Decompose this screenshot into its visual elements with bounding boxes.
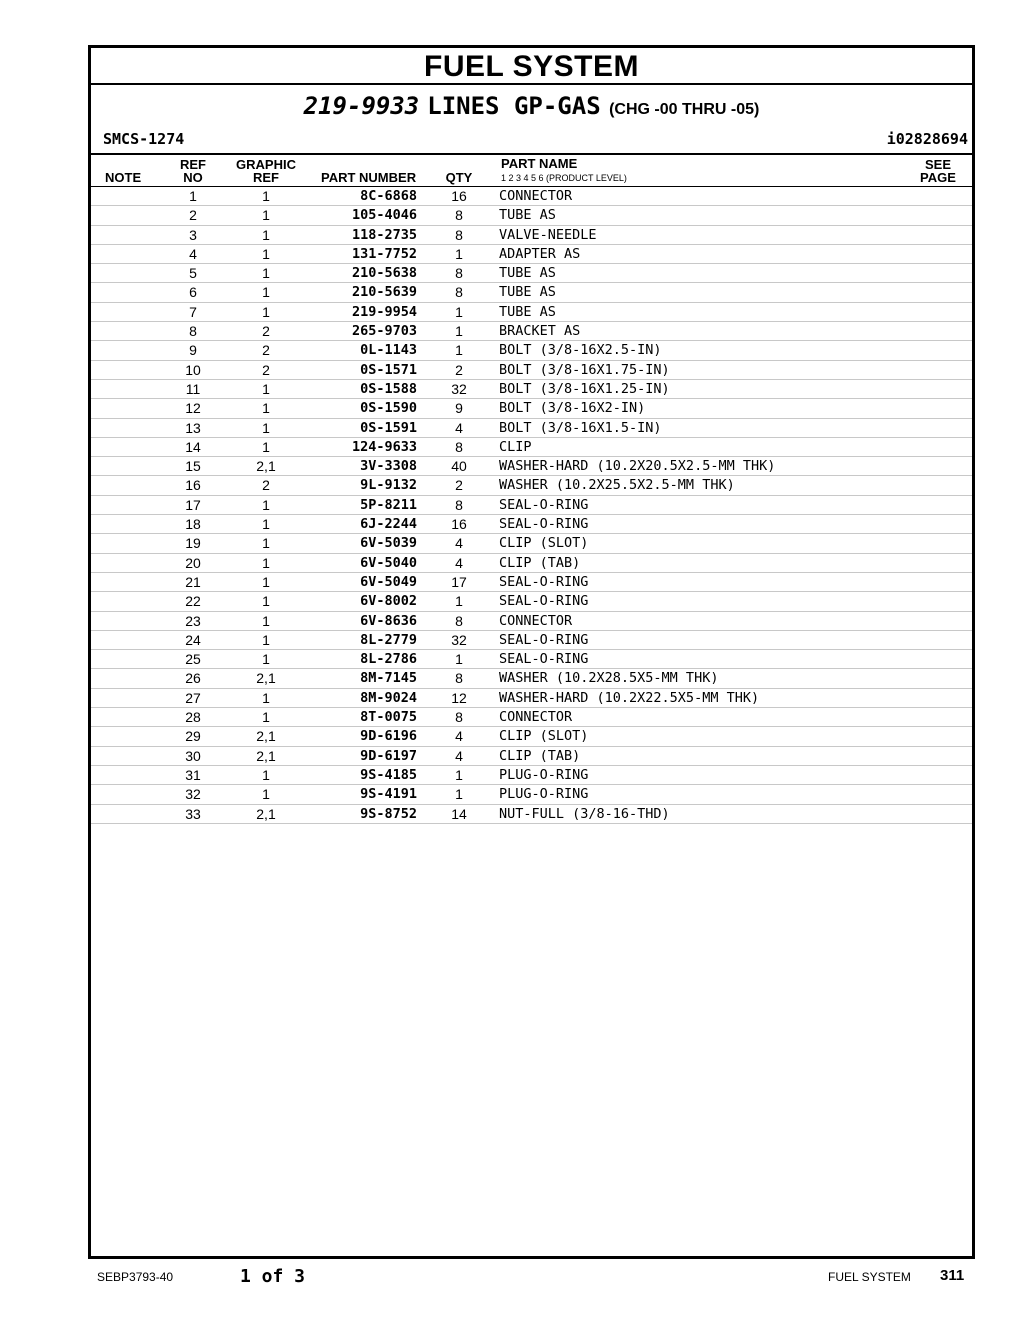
- ref-number: 21: [185, 573, 201, 590]
- part-name: ADAPTER AS: [499, 245, 581, 262]
- ref-number: 2: [189, 207, 197, 224]
- part-number: 8L-2786: [360, 651, 417, 668]
- ref-number: 29: [185, 728, 201, 745]
- graphic-ref: 1: [262, 303, 270, 320]
- table-row: [91, 283, 972, 302]
- graphic-ref: 2,1: [256, 458, 276, 475]
- graphic-ref: 1: [262, 573, 270, 590]
- graphic-ref: 2,1: [256, 805, 276, 822]
- quantity: 40: [451, 458, 467, 475]
- col-note-header: NOTE: [105, 170, 142, 185]
- table-row: [91, 766, 972, 785]
- quantity: 1: [455, 245, 463, 262]
- quantity: 4: [455, 728, 463, 745]
- group-number: 219-9933: [303, 92, 420, 120]
- ref-number: 17: [185, 496, 201, 513]
- part-name: PLUG-O-RING: [499, 786, 589, 803]
- col-see-page-header-top: SEE: [924, 157, 951, 172]
- part-number: 9S-8752: [360, 805, 417, 822]
- footer-page-number: 311: [940, 1267, 965, 1284]
- footer-page-of: 1 of 3: [240, 1266, 306, 1287]
- table-row: [91, 515, 972, 534]
- graphic-ref: 2: [262, 361, 270, 378]
- quantity: 4: [455, 554, 463, 571]
- quantity: 8: [455, 226, 463, 243]
- part-number: 5P-8211: [360, 496, 417, 513]
- part-number: 131-7752: [351, 245, 417, 262]
- ref-number: 24: [185, 631, 201, 648]
- graphic-ref: 1: [262, 400, 270, 417]
- part-name: CLIP (TAB): [499, 554, 581, 571]
- ref-number: 6: [189, 284, 197, 301]
- change-range: (CHG -00 THRU -05): [609, 101, 760, 118]
- part-number: 0S-1588: [360, 380, 417, 397]
- table-row: [91, 592, 972, 611]
- graphic-ref: 1: [262, 284, 270, 301]
- part-number: 6J-2244: [360, 516, 417, 533]
- ref-number: 20: [185, 554, 201, 571]
- ref-number: 5: [189, 265, 197, 282]
- ref-number: 3: [189, 226, 197, 243]
- ref-number: 13: [185, 419, 201, 436]
- part-name: BOLT (3/8-16X2-IN): [499, 400, 646, 417]
- ref-number: 8: [189, 323, 197, 340]
- graphic-ref: 1: [262, 554, 270, 571]
- footer-section-name: FUEL SYSTEM: [828, 1270, 911, 1284]
- graphic-ref: 1: [262, 631, 270, 648]
- part-number: 219-9954: [351, 303, 417, 320]
- table-row: [91, 708, 972, 727]
- ref-number: 26: [185, 670, 201, 687]
- quantity: 1: [455, 593, 463, 610]
- quantity: 16: [451, 516, 467, 533]
- smcs-code: SMCS-1274: [103, 130, 185, 148]
- part-number: 210-5638: [351, 265, 417, 282]
- part-number: 118-2735: [351, 226, 417, 243]
- col-see-page-header-bottom: PAGE: [920, 170, 956, 185]
- ref-number: 28: [185, 709, 201, 726]
- part-name: CLIP: [499, 438, 532, 455]
- table-row: [91, 457, 972, 476]
- graphic-ref: 1: [262, 786, 270, 803]
- part-name: WASHER (10.2X28.5X5-MM THK): [499, 670, 719, 687]
- part-number: 8M-7145: [360, 670, 417, 687]
- ref-number: 30: [185, 747, 201, 764]
- graphic-ref: 1: [262, 612, 270, 629]
- graphic-ref: 1: [262, 438, 270, 455]
- graphic-ref: 1: [262, 535, 270, 552]
- graphic-ref: 2: [262, 323, 270, 340]
- quantity: 2: [455, 361, 463, 378]
- part-number: 210-5639: [351, 284, 417, 301]
- part-name: PLUG-O-RING: [499, 766, 589, 783]
- graphic-ref: 2: [262, 342, 270, 359]
- part-name: SEAL-O-RING: [499, 496, 589, 513]
- part-name: CONNECTOR: [499, 188, 573, 204]
- table-row: [91, 573, 972, 592]
- table-row: [91, 186, 972, 206]
- ref-number: 9: [189, 342, 197, 359]
- part-name: SEAL-O-RING: [499, 573, 589, 590]
- part-number: 8L-2779: [360, 631, 417, 648]
- graphic-ref: 1: [262, 419, 270, 436]
- table-row: [91, 380, 972, 399]
- quantity: 2: [455, 477, 463, 494]
- ref-number: 11: [185, 380, 201, 397]
- ref-number: 31: [185, 766, 201, 783]
- part-name: CLIP (TAB): [499, 747, 581, 764]
- part-name: BRACKET AS: [499, 323, 581, 340]
- quantity: 17: [451, 573, 467, 590]
- quantity: 8: [455, 207, 463, 224]
- graphic-ref: 1: [262, 516, 270, 533]
- table-row: [91, 322, 972, 341]
- quantity: 12: [451, 689, 467, 706]
- part-number: 8C-6868: [360, 188, 417, 204]
- ref-number: 7: [189, 303, 197, 320]
- part-number: 8T-0075: [360, 709, 417, 726]
- part-name: WASHER-HARD (10.2X22.5X5-MM THK): [499, 689, 760, 706]
- table-row: [91, 689, 972, 708]
- table-row: [91, 206, 972, 225]
- table-row: [91, 669, 972, 688]
- part-name: TUBE AS: [499, 265, 556, 282]
- part-name: NUT-FULL (3/8-16-THD): [499, 805, 670, 822]
- quantity: 1: [455, 323, 463, 340]
- col-qty-header: QTY: [445, 170, 473, 185]
- graphic-ref: 1: [262, 226, 270, 243]
- part-name: SEAL-O-RING: [499, 516, 589, 533]
- part-number: 9L-9132: [360, 477, 417, 494]
- quantity: 8: [455, 265, 463, 282]
- graphic-ref: 1: [262, 766, 270, 783]
- quantity: 4: [455, 747, 463, 764]
- table-row: [91, 476, 972, 495]
- part-name: CLIP (SLOT): [499, 535, 589, 552]
- col-ref-header-bottom: NO: [183, 170, 203, 185]
- graphic-ref: 1: [262, 651, 270, 668]
- ref-number: 33: [185, 805, 201, 822]
- part-name: WASHER (10.2X25.5X2.5-MM THK): [499, 477, 735, 494]
- table-row: [91, 361, 972, 380]
- col-graphic-header-top: GRAPHIC: [236, 157, 296, 172]
- ref-number: 27: [185, 689, 201, 706]
- quantity: 14: [451, 805, 467, 822]
- part-number: 6V-8636: [360, 612, 417, 629]
- ref-number: 12: [185, 400, 201, 417]
- part-number: 6V-5040: [360, 554, 417, 571]
- table-row: [91, 534, 972, 553]
- table-row: [91, 496, 972, 515]
- table-row: [91, 341, 972, 360]
- quantity: 32: [451, 631, 467, 648]
- part-number: 124-9633: [351, 438, 417, 455]
- graphic-ref: 2,1: [256, 728, 276, 745]
- part-number: 6V-5039: [360, 535, 417, 552]
- quantity: 8: [455, 496, 463, 513]
- part-name: SEAL-O-RING: [499, 593, 589, 610]
- quantity: 1: [455, 303, 463, 320]
- table-row: [91, 747, 972, 766]
- graphic-ref: 1: [262, 188, 270, 204]
- ref-number: 1: [189, 188, 197, 204]
- graphic-ref: 1: [262, 709, 270, 726]
- quantity: 1: [455, 766, 463, 783]
- graphic-ref: 1: [262, 380, 270, 397]
- graphic-ref: 1: [262, 245, 270, 262]
- table-row: [91, 245, 972, 264]
- ref-number: 23: [185, 612, 201, 629]
- table-row: [91, 419, 972, 438]
- footer-document-number: SEBP3793-40: [97, 1270, 174, 1284]
- group-heading: [91, 92, 972, 120]
- quantity: 8: [455, 284, 463, 301]
- part-number: 3V-3308: [360, 458, 417, 475]
- table-row: [91, 785, 972, 804]
- quantity: 1: [455, 786, 463, 803]
- quantity: 8: [455, 670, 463, 687]
- graphic-ref: 1: [262, 207, 270, 224]
- quantity: 8: [455, 612, 463, 629]
- graphic-ref: 2: [262, 477, 270, 494]
- part-number: 9D-6197: [360, 747, 417, 764]
- col-ref-header-top: REF: [180, 157, 206, 172]
- part-number: 0S-1590: [360, 400, 417, 417]
- quantity: 1: [455, 342, 463, 359]
- part-name: WASHER-HARD (10.2X20.5X2.5-MM THK): [499, 458, 776, 475]
- part-number: 6V-5049: [360, 573, 417, 590]
- table-row: [91, 650, 972, 669]
- quantity: 8: [455, 709, 463, 726]
- header-divider: [91, 153, 972, 155]
- part-number: 9S-4185: [360, 766, 417, 783]
- table-row: [91, 554, 972, 573]
- part-number: 105-4046: [351, 207, 417, 224]
- ref-number: 14: [185, 438, 201, 455]
- table-row: [91, 303, 972, 322]
- parts-page-frame: [88, 45, 975, 1259]
- part-name: BOLT (3/8-16X2.5-IN): [499, 342, 662, 359]
- part-number: 0L-1143: [360, 342, 417, 359]
- table-row: [91, 226, 972, 245]
- product-level-header: 1 2 3 4 5 6 (PRODUCT LEVEL): [501, 173, 627, 183]
- part-name: SEAL-O-RING: [499, 651, 589, 668]
- part-name: TUBE AS: [499, 303, 556, 320]
- part-number: 0S-1571: [360, 361, 417, 378]
- part-name: TUBE AS: [499, 207, 556, 224]
- table-row: [91, 805, 972, 824]
- group-name: LINES GP-GAS: [427, 92, 601, 120]
- ref-number: 16: [185, 477, 201, 494]
- part-name: SEAL-O-RING: [499, 631, 589, 648]
- part-number: 0S-1591: [360, 419, 417, 436]
- graphic-ref: 2,1: [256, 670, 276, 687]
- ref-number: 19: [185, 535, 201, 552]
- table-row: [91, 631, 972, 650]
- ref-number: 22: [185, 593, 201, 610]
- part-name: CONNECTOR: [499, 612, 573, 629]
- quantity: 4: [455, 535, 463, 552]
- document-id: i02828694: [886, 130, 968, 148]
- part-number: 8M-9024: [360, 689, 417, 706]
- graphic-ref: 1: [262, 593, 270, 610]
- part-number: 9D-6196: [360, 728, 417, 745]
- part-name: BOLT (3/8-16X1.5-IN): [499, 419, 662, 436]
- ref-number: 10: [185, 361, 201, 378]
- part-name: TUBE AS: [499, 284, 556, 301]
- ref-number: 18: [185, 516, 201, 533]
- ref-number: 4: [189, 245, 197, 262]
- quantity: 16: [451, 188, 467, 204]
- col-part-name-header: PART NAME: [501, 156, 578, 171]
- quantity: 9: [455, 400, 463, 417]
- part-number: 9S-4191: [360, 786, 417, 803]
- ref-number: 25: [185, 651, 201, 668]
- graphic-ref: 1: [262, 689, 270, 706]
- quantity: 4: [455, 419, 463, 436]
- part-name: CONNECTOR: [499, 709, 573, 726]
- quantity: 8: [455, 438, 463, 455]
- table-row: [91, 438, 972, 457]
- table-row: [91, 264, 972, 283]
- part-name: BOLT (3/8-16X1.25-IN): [499, 380, 670, 397]
- graphic-ref: 1: [262, 265, 270, 282]
- table-row: [91, 399, 972, 418]
- table-row: [91, 612, 972, 631]
- part-number: 6V-8002: [360, 593, 417, 610]
- quantity: 1: [455, 651, 463, 668]
- part-number: 265-9703: [351, 323, 417, 340]
- section-title: FUEL SYSTEM: [91, 48, 972, 85]
- col-part-number-header: PART NUMBER: [321, 170, 417, 185]
- graphic-ref: 2,1: [256, 747, 276, 764]
- part-name: CLIP (SLOT): [499, 728, 589, 745]
- ref-number: 32: [185, 786, 201, 803]
- part-name: VALVE-NEEDLE: [499, 226, 597, 243]
- graphic-ref: 1: [262, 496, 270, 513]
- part-name: BOLT (3/8-16X1.75-IN): [499, 361, 670, 378]
- col-graphic-header-bottom: REF: [253, 170, 279, 185]
- parts-table: [91, 186, 972, 824]
- table-row: [91, 727, 972, 746]
- quantity: 32: [451, 380, 467, 397]
- ref-number: 15: [185, 458, 201, 475]
